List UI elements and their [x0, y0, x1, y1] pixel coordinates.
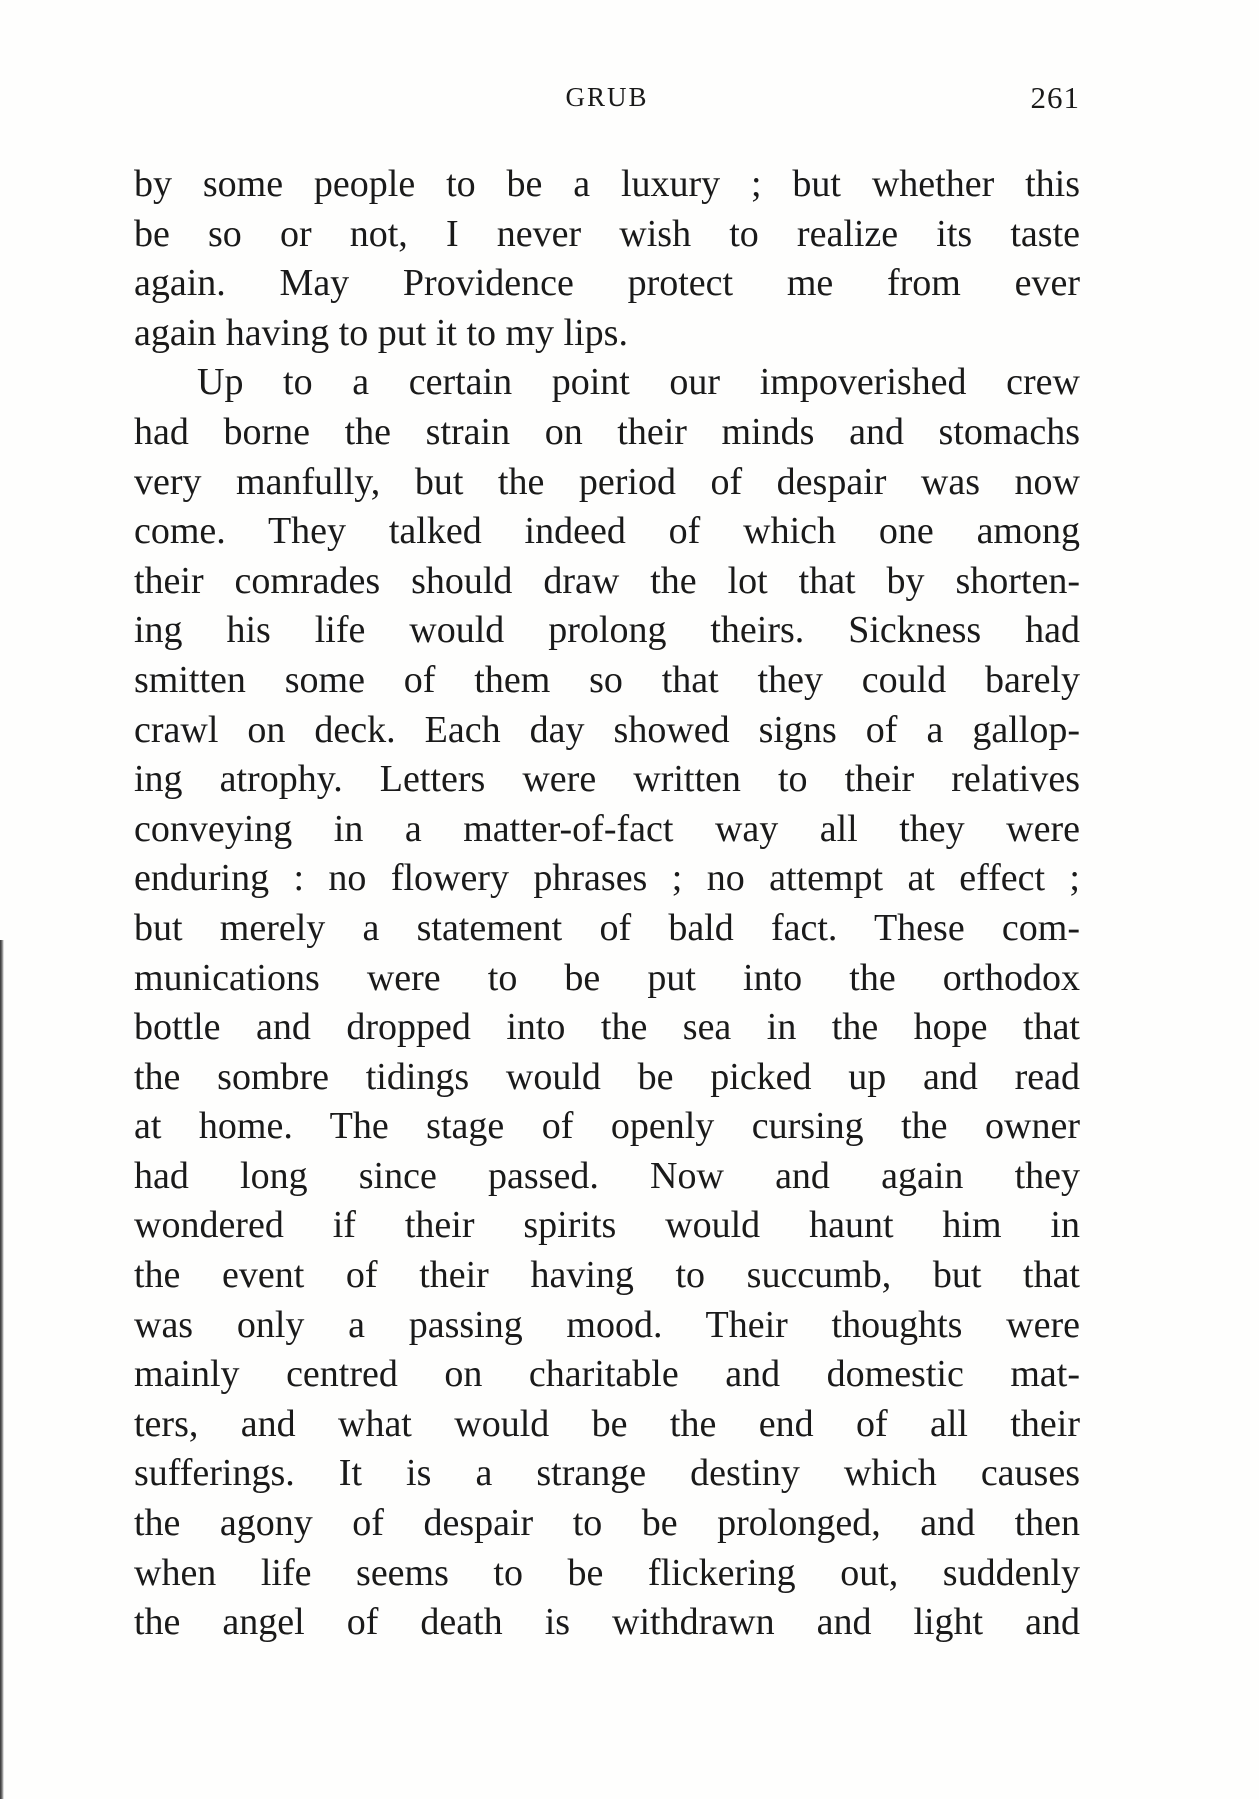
text-line: had long since passed. Now and again they: [134, 1154, 1080, 1197]
text-line: smitten some of them so that they could barely: [134, 658, 1080, 701]
text-line: very manfully, but the period of despair was now: [134, 460, 1080, 503]
text-line: was only a passing mood. Their thoughts were: [134, 1303, 1080, 1346]
text-line: come. They talked indeed of which one among: [134, 510, 1080, 553]
page-edge-shadow: [0, 940, 4, 1799]
text-line: again having to put it to my lips.: [134, 311, 628, 354]
text-line: crawl on deck. Each day showed signs of a gallop-: [134, 708, 1080, 751]
text-line: sufferings. It is a strange destiny which causes: [134, 1452, 1080, 1495]
text-line: the event of their having to succumb, but that: [134, 1254, 1080, 1297]
text-line: at home. The stage of openly cursing the owner: [134, 1105, 1080, 1148]
text-line: be so or not, I never wish to realize its taste: [134, 212, 1080, 255]
running-head: GRUB: [565, 82, 649, 112]
text-line: conveying in a matter-of-fact way all they were: [134, 807, 1080, 850]
text-line: when life seems to be flickering out, suddenly: [134, 1551, 1080, 1594]
text-line: by some people to be a luxury ; but whether this: [134, 163, 1080, 205]
text-line: mainly centred on charitable and domestic mat-: [134, 1353, 1080, 1396]
text-line: ing his life would prolong theirs. Sickness had: [134, 609, 1080, 652]
text-line: ing atrophy. Letters were written to their relatives: [134, 758, 1080, 801]
text-line: wondered if their spirits would haunt him in: [134, 1204, 1080, 1247]
text-line: again. May Providence protect me from ever: [134, 262, 1080, 305]
text-line: ters, and what would be the end of all their: [134, 1402, 1080, 1445]
text-line: the sombre tidings would be picked up and read: [134, 1055, 1080, 1098]
text-line: but merely a statement of bald fact. These com-: [134, 906, 1080, 949]
text-line: munications were to be put into the orthodox: [134, 956, 1080, 999]
body-text: [134, 160, 1080, 1648]
text-line: enduring : no flowery phrases ; no attempt at effect ;: [134, 857, 1080, 900]
text-line: the agony of despair to be prolonged, and then: [134, 1502, 1080, 1545]
text-line: had borne the strain on their minds and stomachs: [134, 410, 1080, 453]
text-line: their comrades should draw the lot that by shorten-: [134, 559, 1080, 602]
text-line: the angel of death is withdrawn and light and: [134, 1601, 1080, 1644]
text-line: bottle and dropped into the sea in the hope that: [134, 1006, 1080, 1049]
page-header: [134, 80, 1080, 120]
text-line: Up to a certain point our impoverished crew: [197, 361, 1080, 404]
page-number: 261: [1030, 80, 1080, 115]
